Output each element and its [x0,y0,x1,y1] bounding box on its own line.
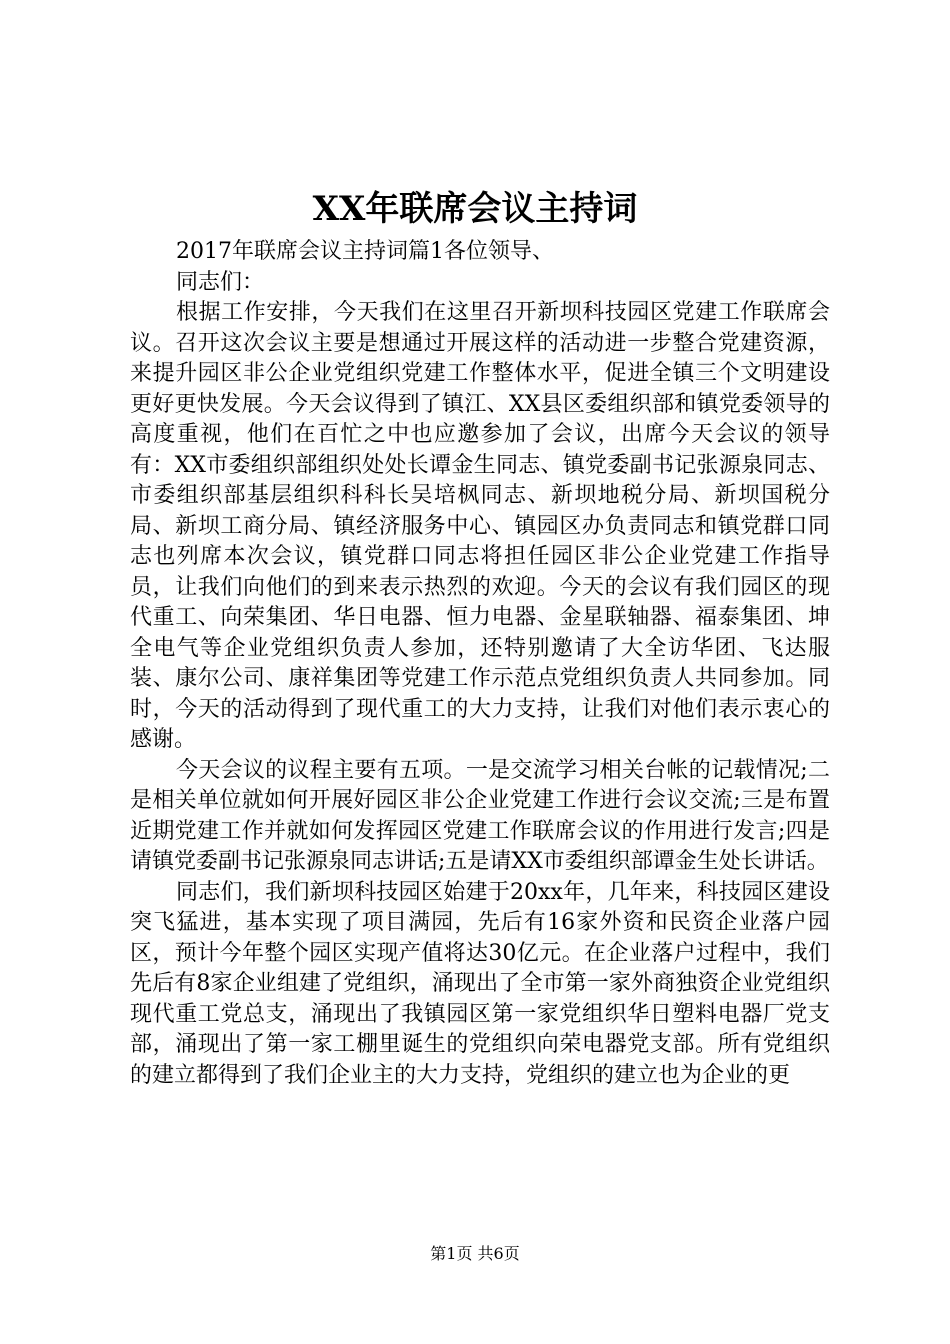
document-body [130,237,830,1091]
page-footer: 第1页 共6页 [430,1244,520,1263]
paragraph-park-history: 同志们，我们新坝科技园区始建于20xx年，几年来，科技园区建设突飞猛进，基本实现了项目满园，先后有16家外资和民资企业落户园区，预计今年整个园区实现产值将达30亿元。在企业落户过程中，我们先后有8家企业组建了党组织，涌现出了全市第一家外商独资企业党组织现代重工党总支，涌现出了我镇园区第一家党组织华日塑料电器厂党支部，涌现出了第一家工棚里诞生的党组织向荣电器党支部。所有党组织的建立都得到了我们企业主的大力支持，党组织的建立也为企业的更 [130,879,830,1088]
paragraph-intro: 2017年联席会议主持词篇1各位领导、 [176,239,554,264]
paragraph-agenda: 今天会议的议程主要有五项。一是交流学习相关台帐的记载情况;二是相关单位就如何开展好园区非公企业党建工作进行会议交流;三是布置近期党建工作并就如何发挥园区党建工作联席会议的作用进行发言;四是请镇党委副书记张源泉同志讲话;五是请XX市委组织部谭金生处长讲话。 [130,757,830,874]
paragraph-opening: 根据工作安排，今天我们在这里召开新坝科技园区党建工作联席会议。召开这次会议主要是想通过开展这样的活动进一步整合党建资源，来提升园区非公企业党组织党建工作整体水平，促进全镇三个文明建设更好更快发展。今天会议得到了镇江、XX县区委组织部和镇党委领导的高度重视，他们在百忙之中也应邀参加了会议，出席今天会议的领导有：XX市委组织部组织处处长谭金生同志、镇党委副书记张源泉同志、市委组织部基层组织科科长吴培枫同志、新坝地税分局、新坝国税分局、新坝工商分局、镇经济服务中心、镇园区办负责同志和镇党群口同志也列席本次会议，镇党群口同志将担任园区非公企业党建工作指导员，让我们向他们的到来表示热烈的欢迎。今天的会议有我们园区的现代重工、向荣集团、华日电器、恒力电器、金星联轴器、福泰集团、坤全电气等企业党组织负责人参加，还特别邀请了大全访华团、飞达服装、康尔公司、康祥集团等党建工作示范点党组织负责人共同参加。同时，今天的活动得到了现代重工的大力支持，让我们对他们表示衷心的感谢。 [130,300,830,752]
paragraph-salutation: 同志们： [176,269,265,295]
document-title: XX年联席会议主持词 [312,189,638,229]
